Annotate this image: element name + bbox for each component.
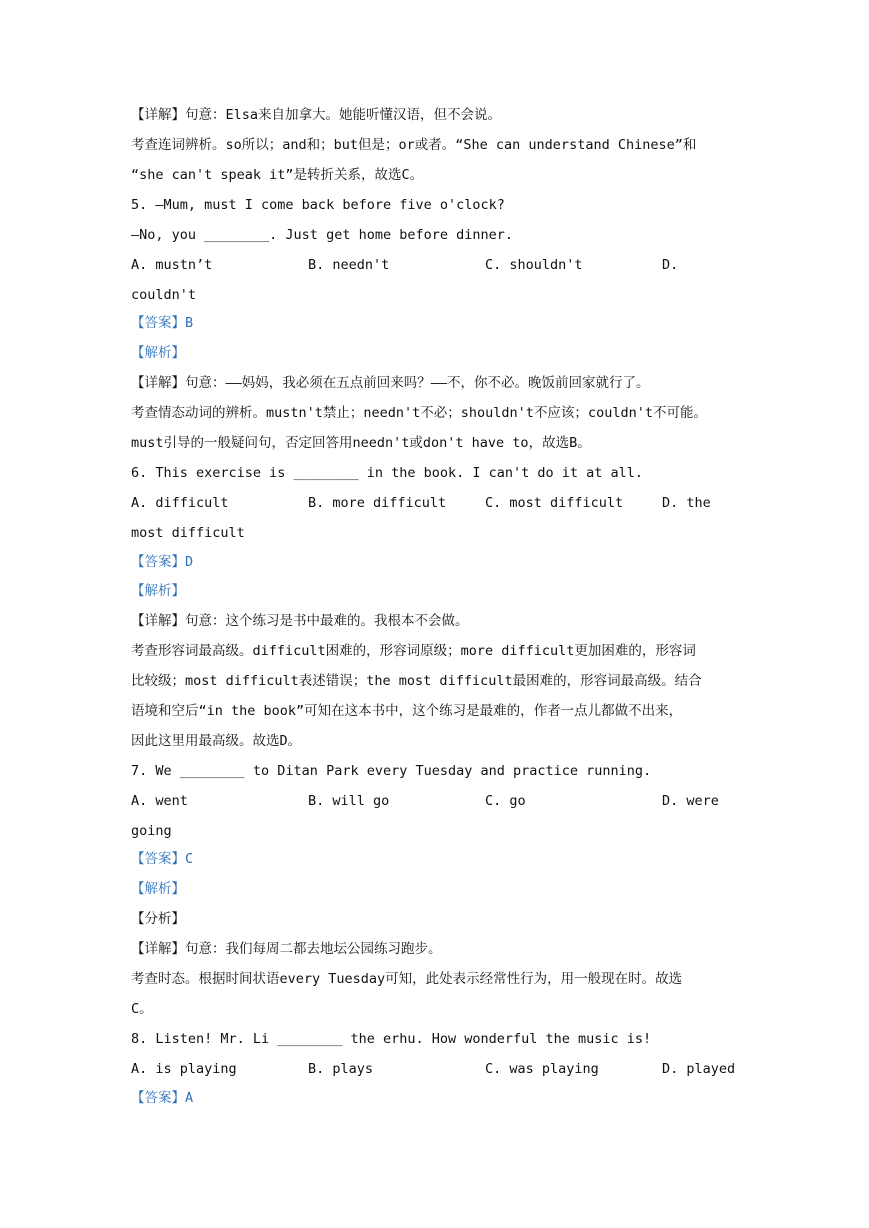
explanation-text: 考查形容词最高级。difficult困难的，形容词原级；more difficult更加困难的，形容词 [131,643,696,659]
option-b: B. more difficult [308,495,447,511]
explanation-text: 因此这里用最高级。故选D。 [131,733,302,749]
explanation-text: 考查时态。根据时间状语every Tuesday可知，此处表示经常性行为，用一般现在时。故选 [131,971,683,987]
explanation-detail: 【详解】句意：这个练习是书中最难的。我根本不会做。 [131,613,469,629]
option-a: A. mustn’t [131,257,213,273]
answer-label: 【答案】D [131,554,194,570]
option-b: B. will go [308,793,390,809]
option-b: B. needn't [308,257,390,273]
option-d-continued: couldn't [131,287,197,303]
question-6-stem: 6. This exercise is ________ in the book. I can't do it at all. [131,465,644,481]
question-8-options [131,1059,741,1079]
analysis-subheading: 【分析】 [131,911,185,927]
option-a: A. went [131,793,188,809]
question-5-options [131,255,741,275]
explanation-detail: 【详解】句意：我们每周二都去地坛公园练习跑步。 [131,941,442,957]
answer-label: 【答案】C [131,851,194,867]
question-6-options [131,493,741,513]
explanation-detail: 【详解】句意：——妈妈，我必须在五点前回来吗？——不，你不必。晚饭前回家就行了。 [131,375,650,391]
explanation-text: 考查情态动词的辨析。mustn't禁止；needn't不必；shouldn't不应该；couldn't不可能。 [131,405,707,421]
option-d-continued: most difficult [131,525,245,541]
explanation-text: must引导的一般疑问句，否定回答用needn't或don't have to，故选B。 [131,435,591,451]
option-a: A. is playing [131,1061,237,1077]
analysis-label: 【解析】 [131,881,185,897]
option-d: D. [662,257,679,273]
option-c: C. was playing [485,1061,599,1077]
analysis-label: 【解析】 [131,583,185,599]
question-7-options [131,791,741,811]
option-d: D. the [662,495,711,511]
option-c: C. shouldn't [485,257,583,273]
explanation-detail: 【详解】句意：Elsa来自加拿大。她能听懂汉语，但不会说。 [131,107,502,123]
explanation-text: “she can't speak it”是转折关系，故选C。 [131,167,424,183]
option-d: D. played [662,1061,736,1077]
option-b: B. plays [308,1061,374,1077]
answer-label: 【答案】B [131,315,194,331]
question-5-stem: 5. —Mum, must I come back before five o'clock? [131,197,505,213]
option-d: D. were [662,793,719,809]
option-c: C. most difficult [485,495,624,511]
analysis-label: 【解析】 [131,345,185,361]
explanation-text: C。 [131,1001,153,1017]
question-5-stem: —No, you ________. Just get home before dinner. [131,227,514,243]
answer-label: 【答案】A [131,1090,194,1106]
option-d-continued: going [131,823,172,839]
question-8-stem: 8. Listen! Mr. Li ________ the erhu. How wonderful the music is! [131,1031,652,1047]
option-c: C. go [485,793,526,809]
question-7-stem: 7. We ________ to Ditan Park every Tuesday and practice running. [131,763,652,779]
option-a: A. difficult [131,495,229,511]
explanation-text: 考查连词辨析。so所以；and和；but但是；or或者。“She can understand Chinese”和 [131,137,697,153]
explanation-text: 比较级；most difficult表述错误；the most difficult最困难的，形容词最高级。结合 [131,673,702,689]
explanation-text: 语境和空后“in the book”可知在这本书中，这个练习是最难的，作者一点儿都做不出来， [131,703,683,719]
